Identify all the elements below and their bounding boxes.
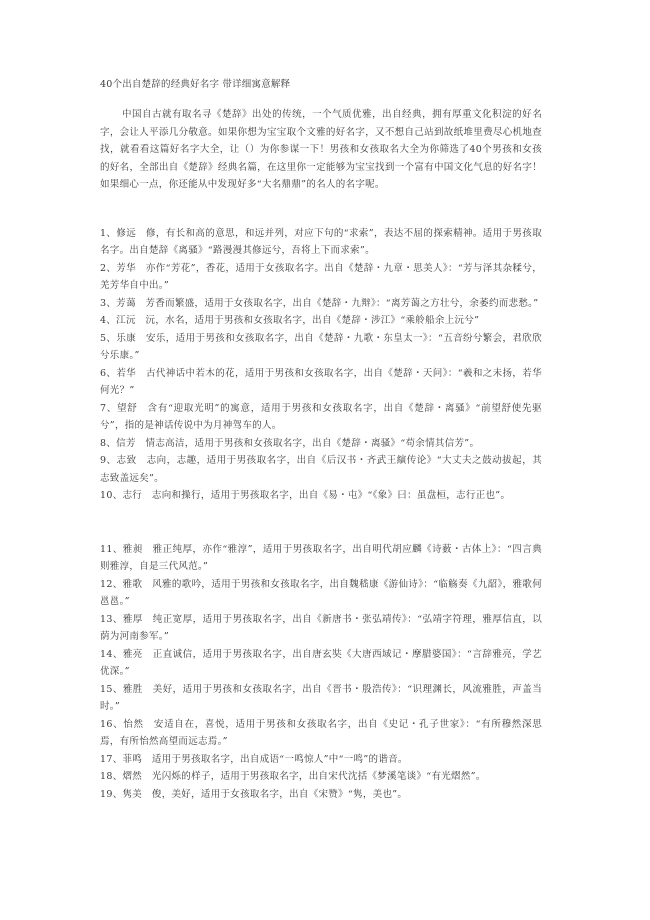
- name-entry-12: 12、雅歌 风雅的歌吟，适用于男孩和女孩取名字，出自魏嵇康《游仙诗》：“临觞奏《九韶》，雅歌何邕邕。”: [100, 578, 542, 607]
- name-entry-18: 18、熠然 光闪烁的样子，适用于男孩取名字，出自宋代沈括《梦溪笔谈》“有光熠然”。: [100, 771, 486, 782]
- name-entry-13: 13、雅厚 纯正宽厚，适用于男孩取名字，出自《新唐书・张弘靖传》：“弘靖字符理，雅厚信直，以荫为河南参军。”: [100, 613, 542, 642]
- name-entry-2: 2、芳华 亦作“芳花”，香花，适用于女孩取名字。出自《楚辞・九章・思美人》：“芳与泽其杂糅兮，羌芳华自中出。”: [100, 262, 542, 291]
- name-entry-8: 8、信芳 情志高洁，适用于男孩和女孩取名字，出自《楚辞・离骚》“苟余情其信芳”。: [100, 437, 480, 449]
- name-entry-10: 10、志行 志向和操行，适用于男孩取名字，出自《易・屯》“《象》曰：虽盘桓，志行正也”。: [100, 490, 511, 501]
- name-list-group-2: [100, 541, 542, 804]
- name-entry-6: 6、若华 古代神话中若木的花，适用于男孩和女孩取名字，出自《楚辞・天问》：“羲和之未扬，若华何光？”: [100, 367, 542, 396]
- name-entry-14: 14、雅亮 正直诚信，适用于男孩取名字，出自唐玄奘《大唐西域记・摩腊婆国》：“言辞雅亮，学艺优深。”: [100, 648, 542, 677]
- name-entry-19: 19、隽美 俊，美好，适用于女孩取名字，出自《宋赞》“隽，美也”。: [100, 788, 408, 800]
- name-entry-4: 4、江沅 沅，水名，适用于男孩和女孩取名字，出自《楚辞・涉江》“乘舲船余上沅兮”: [100, 315, 480, 326]
- name-entry-15: 15、雅胜 美好，适用于男孩和女孩取名字，出自《晋书・殷浩传》：“识理渊长，风流雅胜，声盖当时。”: [100, 683, 542, 712]
- document-title: 40个出自楚辞的经典好名字 带详细寓意解释: [100, 79, 291, 90]
- name-entry-16: 16、怡然 安适自在，喜悦，适用于男孩和女孩取名字，出自《史记・孔子世家》：“有所穆然深思焉，有所怡然高望而远志焉。”: [100, 718, 542, 747]
- name-entry-5: 5、乐康 安乐，适用于男孩和女孩取名字，出自《楚辞・九歌・东皇太一》：“五音纷兮繁会，君欣欣兮乐康。”: [100, 332, 542, 361]
- name-entry-7: 7、望舒 含有“迎取光明”的寓意，适用于男孩和女孩取名字，出自《楚辞・离骚》“前望舒使先驱兮”，指的是神话传说中为月神驾车的人。: [100, 402, 542, 431]
- name-entry-9: 9、志致 志向，志趣，适用于男孩取名字，出自《后汉书・齐武王縯传论》“大丈夫之鼓动拔起，其志致盖远矣”。: [100, 455, 542, 484]
- name-entry-1: 1、修远 修，有长和高的意思，和远并列，对应下句的“求索”，表达不屈的探索精神。适用于男孩取名字。出自楚辞《离骚》“路漫漫其修远兮，吾将上下而求索”。: [100, 227, 542, 256]
- name-entry-3: 3、芳蔼 芳香而繁盛，适用于女孩取名字，出自《楚辞・九辩》：“离芳蔼之方壮兮，余萎约而悲愁。”: [100, 297, 539, 309]
- name-list-group-1: [100, 225, 542, 505]
- name-entry-17: 17、菲鸣 适用于男孩取名字，出自成语“一鸣惊人”中“一鸣”的谐音。: [100, 753, 408, 765]
- group-spacer: [100, 505, 542, 541]
- name-entry-11: 11、雅昶 雅正纯厚，亦作“雅淳”，适用于男孩取名字，出自明代胡应麟《诗薮・古体上》：“四言典则雅淳，自是三代风范。”: [100, 543, 542, 572]
- intro-paragraph: 中国自古就有取名寻《楚辞》出处的传统，一个气质优雅，出自经典，拥有厚重文化积淀的好名字，会让人平添几分敬意。如果你想为宝宝取个文雅的好名字，又不想自己站到故纸堆里费尽心机地查找，就看看这篇好名字大全，让（）为你参谋一下！男孩和女孩取名大全为你筛选了40个男孩和女孩的好名，全部出自《楚辞》经典名篇，在这里你一定能够为宝宝找到一个富有中国文化气息的好名字！如果细心一点，你还能从中发现好多“大名鼎鼎”的名人的名字呢。: [100, 109, 542, 190]
